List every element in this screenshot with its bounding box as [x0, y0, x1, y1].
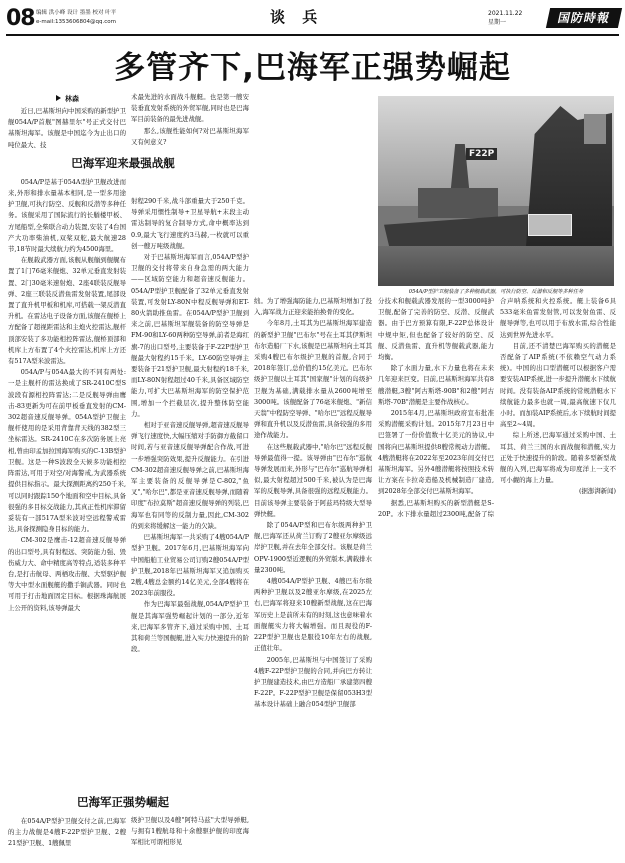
- source-credit: (据澎湃新闻): [579, 487, 616, 496]
- paragraph: 4艘054A/P型护卫舰、4艘巴布尔级两种护卫舰以及2艘亚尔摩级,在2025左右,巴海军将迎来10艘新型战舰,这在巴海军历史上是前所未有的时刻,这也意味着水面舰艇实力将大幅增强。而且现役的F-22P型护卫舰也是服役10年左右的战舰,正值壮年。: [254, 577, 372, 653]
- paragraph: 在舰载武器方面,该舰从舰艏到舰艉布置了1门76毫米舰炮、32单元垂直发射装置、2门30毫米速射炮、2座4联装反舰导弹、2座三联装反潜鱼雷发射装置,尾部设置了直升机甲板和机库,可搭载一架反潜直升机。在雷达电子设备方面,该舰在舰桥上方配备了超视距雷达和主炮火控雷达,舰杆顶部安装了多功能相控阵雷达,舰桥顶部和机库上方布置了4个火控雷达,机库上方还有517A型米波雷达。: [8, 256, 126, 366]
- article-column-1-bottom: [8, 790, 169, 862]
- page-header: [0, 0, 625, 38]
- paragraph: 目前,还不清楚巴海军购买的潜艇是否配备了AIP系统(不依赖空气动力系统)。中国的出口型潜艇可以根据客户需要安装AIP系统,进一步提升潜艇水下续航时间。没有装备AIP系统的常规潜艇水下续航能力最多也就一周,最高航速下仅几小时。而加装AIP系统后,水下续航时间提高至2~4周。: [500, 341, 616, 429]
- article-column-2-bottom: [131, 815, 249, 862]
- article-headline: 多管齐下,巴海军正强势崛起: [114, 50, 511, 86]
- date-text: 2021.11.22: [488, 10, 523, 17]
- paragraph: 相对于亚音速反舰导弹,超音速反舰导弹飞行速度快,大幅压缩对手防御方截留口时间,若与亚音速反舰导弹配合作战,可进一步增强突防效果,提升反舰能力。在引进CM-302超音速反舰导弹之前,巴基斯坦海军主要装备的反舰导弹是C-802,"鱼叉","哈尔巴",都是亚音速反舰导弹,而随着印度"布拉莫斯"超音速反舰导弹的列装,巴海军也有同等的反制力量,因此,CM-302的到来将缓解这一能力的欠缺。: [131, 421, 249, 530]
- article-column-1: [8, 92, 175, 862]
- article-column-3: [254, 296, 372, 862]
- photo-plaque: [528, 214, 572, 236]
- paragraph: 今年8月,土耳其为巴基斯坦海军建造的新型护卫舰"巴布尔"号在土耳其伊斯坦布尔造船厂下水,该舰是巴基斯坦向土耳其采购4艘巴布尔级护卫舰的首舰,合同于2018年签订,总价值约15亿美元。巴布尔级护卫舰以土耳其"国家舰"计划的岛级护卫舰为基础,满载排水量从2600吨增至3000吨。该舰配备了76毫米舰炮、"新信天翁"中程防空导弹、"哈尔巴"远程反舰导弹和直升机以及反潜鱼雷,具备较强的多用途作战能力。: [254, 319, 372, 440]
- subheading: 巴海军迎来最强战舰: [71, 155, 175, 170]
- issue-date: [488, 9, 522, 27]
- paragraph: 级护卫舰以及4艘"阿特马兹"大型导弹艇,与拥有1艘航母和十余艘驱护舰的印度海军相比可谓相形见: [131, 816, 249, 847]
- author-name: 林森: [65, 95, 79, 103]
- triangle-marker-icon: [56, 95, 61, 101]
- paragraph: 054A/P与054A最大的不同有两处:一是主舰杆的雷达换成了SR-2410C型S波段有源相控阵雷达;二是反舰导弹由鹰击-83更新为可在前甲板垂直发射的CM-302超音速反舰导弹。054A型护卫舰主舰杆使用的是采用背靠背天线的382型三坐标雷达。SR-2410C在多次防务展上亮相,曾由印孟加拉国海军购买的C-13B型护卫舰。这是一种S波段全天候多功能相控阵雷达,可用于对空/对海警戒,为武器系统提供目标指示。最大探测距离约250千米,可以同时跟踪150个地面和空中目标,具备很强的多目标交战能力,其真正性机库滞留妥装有一部517A型米波对空远程警戒雷达,具备探测隐身目标的能力。: [8, 368, 126, 534]
- paragraph: 近日,巴基斯坦向中国采购的新型护卫舰054A/P首舰"图赫里尔"号正式交付巴基斯坦海军。该舰是中国迄今为止出口的吨位最大、技: [8, 107, 126, 149]
- paragraph: 除了水面力量,水下力量也将在未来几年迎来巨变。目前,巴基斯坦海军共有8艘潜艇,3艘"阿古斯塔-90B"和2艘"阿古斯塔-70B"潜艇是主要作战核心。: [378, 364, 494, 406]
- paragraph: 054A/P是基于054A型护卫舰改进而来,外形和排水量基本相同,是一型多用途护卫舰,可执行防空、反舰和反潜等多种任务。该舰采用了国际流行的长艏楼甲板、方尾船型,全柴联合动力装置,安装了4台国产大功率柴油机,双桨双舵,最大航速28节,18节时最大续航力约为4500海里。: [8, 177, 126, 254]
- paragraph: 术最先进的水面战斗舰艇。也是第一艘安装垂直发射系统的外贸军舰,同时也是巴海军目前装备的最先进战舰。: [131, 93, 249, 124]
- paragraph: 那么,该舰性能如何?对巴基斯坦海军又有何意义?: [131, 126, 249, 146]
- newspaper-masthead: 国防時報: [546, 8, 622, 28]
- photo-sea: [378, 246, 614, 286]
- editor-credits: [36, 9, 116, 27]
- paragraph: 巴基斯坦海军一共采购了4艘054A/P型护卫舰。2017年6月,巴基斯坦海军向中国船舶工业贸易公司订购2艘054A/P型护卫舰,2018年巴基斯坦海军又追加购买2艘,4艘总金额约14亿美元,全部4艘将在2023年前服役。: [131, 533, 249, 598]
- photo-caption: 054A/P型护卫舰装备了多种舰载武器，可执行防空、反潜和反舰等多种任务: [408, 289, 584, 295]
- paragraph: 绌。为了增强海防能力,巴基斯坦增加了投入,海军战力正迎来能拍换骨的变化。: [254, 297, 372, 317]
- photo-flag: [584, 114, 606, 144]
- paragraph: CM-302是鹰击-12超音速反舰导弹的出口型号,具有射程远、突防能力强、毁伤威力大、命中精度高等特点,适装多种平台,是打击航母、两栖攻击舰、大型驱护舰等大中型水面舰艇的撒手锏武器。同时也可用于打击地面固定目标。根据珠海航展上公开的资料,该导弹最大: [8, 536, 126, 612]
- paragraph: 2015年4月,巴基斯坦政府宣布批准采购潜艇采购计划。2015年7月23日中巴签署了一份价值数十亿美元的协议,中国将向巴基斯坦提供8艘常规动力潜艇。4艘潜艇将在2022年至2023年间交付巴基斯坦海军。另外4艘潜艇将按照技术转让方案在卡拉奇造船及机械制造厂建造,到2028年全部交付巴基斯坦海军。: [378, 409, 494, 496]
- warship-photo: [378, 96, 614, 286]
- paragraph: 除了054A/P型和巴布尔级两种护卫舰,巴海军还从荷兰订购了2艘亚尔摩级远岸护卫舰,并在去年全部交付。该舰是荷兰OPV-1900型近逻舰的外贸版本,满载排水量2300吨。: [254, 521, 372, 574]
- editor-names: 编辑 洪小峰 设计 墨墨 校对 叶平: [36, 10, 117, 16]
- header-rule: [6, 34, 619, 36]
- article-column-2: [131, 92, 249, 154]
- author-byline: [56, 92, 126, 106]
- paragraph: 在054A/P型护卫舰交付之前,巴海军的主力战舰是4艘F-22P型护卫舰、2艘21型护卫舰、1艘佩里: [8, 817, 126, 848]
- photo-ship-superstructure: [418, 188, 498, 218]
- page-number: 08: [6, 6, 35, 31]
- paragraph: 据悉,巴基斯坦购买的新型潜艇是S-20P。水下排水量超过2300吨,配备了综合声呐系统和火控系统。艇上装备6具533毫米鱼雷发射管,可以发射鱼雷、反舰导弹等,也可以用于布放水雷,综合性能达到世界先进水平。: [378, 297, 616, 518]
- photo-banner-text: F22P: [466, 148, 497, 160]
- article-column-2-main: [131, 196, 249, 786]
- paragraph: 作为巴海军最强战舰,054A/P型护卫舰是其海军强势崛起计划的一部分,近年来,巴海军多管齐下,通过采购中国、土耳其和荷兰等国舰艇,进入实力快速提升的阶段。: [131, 600, 249, 654]
- subheading: 巴海军正强势崛起: [77, 795, 169, 809]
- paragraph: 2005年,巴基斯坦与中国签订了采购4艘F-22P型护卫舰的合同,并向巴方转让护卫舰建造技术,由巴方造船厂承建第四艘F-22P。F-22P型护卫舰是保留053H3型基本设计基础上融合054型护卫舰部: [254, 655, 372, 709]
- paragraph: 在这些舰载武器中,"哈尔巴"远程反舰导弹最值得一提。该导弹由"巴布尔"巡航导弹发展而来,外形与"巴布尔"巡航导弹相似,最大射程超过500千米,被认为是巴海军的反舰导弹,具备很强的远程反舰能力。目前该导弹主要装备于阿兹玛特级大型导弹快艇。: [254, 442, 372, 518]
- paragraph: 射程290千米,战斗部重量大于250千克。导弹采用惯性制导+卫星导航+末段主动雷达制导的复合制导方式,命中概率达到0.9,最大飞行速度约3马赫,一枚就可以重创一艘万吨级战舰。: [131, 197, 249, 250]
- paragraph: 对于巴基斯坦海军而言,054A/P型护卫舰的交付将带来自身急需的两大能力——区域防空能力和超音速反舰能力。054A/P型护卫舰配备了32单元垂直发射装置,可发射LY-80N中程反舰导弹和ET-80火箭助推鱼雷。在054A/P型护卫舰到来之前,巴基斯坦军舰装备的防空导弹是FM-90和LY-60两种防空导弹,前者是海红旗-7的出口型号,主要装备于F-22P型护卫舰最大射程约15千米。LY-60防空导弹主要装备于21型护卫舰,最大射程约18千米,而LY-80N射程超过40千米,具备区域防空能力,可扩大巴基斯坦海军的防空保护范围,增加一个拦截层次,提升整体防空能力。: [131, 253, 249, 418]
- paragraph: 分技术和舰载武器发展的一型3000吨护卫舰,配备了完善的防空、反潜、反舰武器。由于巴方预算有限,F-22P总体设计中规中矩,但也配备了较好的防空、反舰、反潜鱼雷、直升机等舰载武器,能力均衡。: [378, 297, 494, 362]
- article-column-4: [378, 296, 616, 862]
- editor-email: e-mail:1353606804@qq.com: [36, 19, 116, 25]
- weekday-text: 星期一: [488, 19, 507, 26]
- photo-ship-hull: [384, 214, 534, 250]
- paragraph: 综上所述,巴海军通过采购中国、土耳其、荷兰三国的水面战舰和潜艇,实力正处于快速提升的阶段。随着多型新型战舰的入列,巴海军将成为印度洋上一支不可小觑的海上力量。: [500, 431, 616, 485]
- section-title: 谈 兵: [270, 8, 324, 26]
